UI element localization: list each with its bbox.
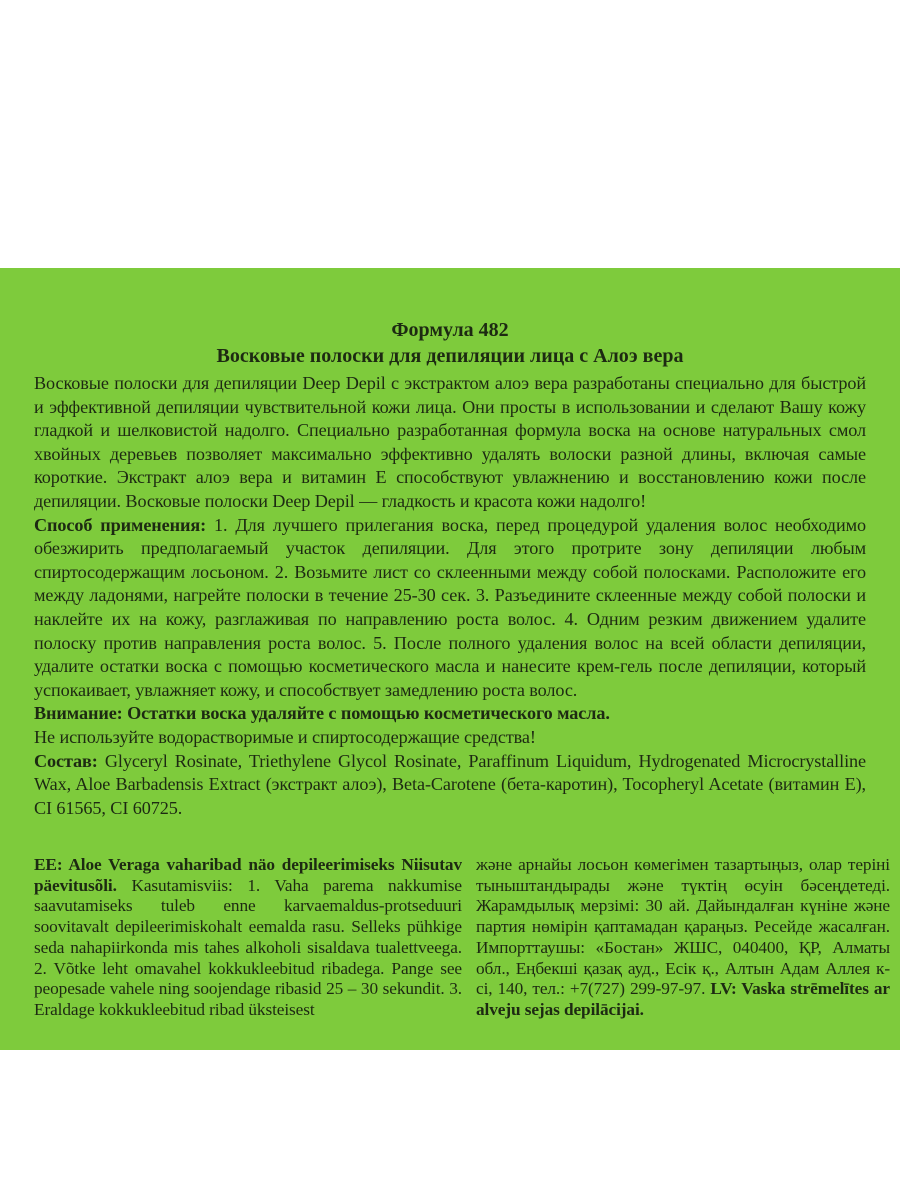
warning-text: Не используйте водорастворимые и спиртосодержащие средства! (34, 726, 536, 747)
warning-bold-text: Внимание: Остатки воска удаляйте с помощью косметического масла. (34, 703, 610, 724)
usage-paragraph (34, 514, 866, 703)
composition-paragraph (34, 750, 866, 821)
formula-title: Формула 482 (391, 319, 509, 341)
composition-text: Glyceryl Rosinate, Triethylene Glycol Rosinate, Paraffinum Liquidum, Hydrogenated Microcrystalline Wax, Aloe Barbadensis Extract (экстракт алоэ), Beta-Carotene (бета-каротин), Tocopheryl Acetate (витамин Е), CI 61565, CI 60725. (34, 750, 866, 818)
main-text-block (34, 372, 866, 820)
estonian-column (34, 855, 462, 1050)
warning-bold (34, 702, 866, 726)
usage-text: 1. Для лучшего прилегания воска, перед процедурой удаления волос необходимо обезжирить предполагаемый участок депиляции. Для этого протрите зону депиляции любым спиртосодержащим лосьоном. 2. Возьмите лист со склеенными между собой полосками. Расположите его между ладонями, нагрейте полоски в течение 25-30 сек. 3. Разъедините склеенные между собой полоски и наклейте их на кожу, разглаживая по направлению роста волос. 4. Одним резким движением удалите полоску против направления роста волос. 5. После полного удаления волос на всей области депиляции, удалите остатки воска с помощью косметического масла и нанесите крем-гель после депиляции, который успокаивает, увлажняет кожу, и способствует замедлению роста волос. (34, 514, 866, 700)
kazakh-paragraph (476, 855, 890, 1021)
estonian-heading: EE: Aloe Veraga vaharibad näo depileerimiseks Niisutav päevitusõli. (34, 855, 462, 895)
composition-label: Состав: (34, 750, 98, 771)
usage-label: Способ применения: (34, 514, 207, 535)
product-title: Восковые полоски для депиляции лица с Алоэ вера (216, 345, 684, 367)
kazakh-text: және арнайы лосьон көмегімен тазартыңыз, олар теріні тыныштандырады және түктің өсуін бәсеңдетеді. Жарамдылық мерзімі: 30 ай. Дайындалған күніне және партия нөмірін қаптамадан қараңыз. Ресейде жасалған. Импорттаушы: «Бостан» ЖШС, 040400, ҚР, Алматы обл., Еңбекші қазақ ауд., Есік қ., Алтын Адам Аллея к-сі, 140, тел.: +7(727) 299-97-97. (476, 855, 890, 999)
latvian-heading: LV: Vaska strēmelītes ar alveju sejas depilācijai. (476, 979, 890, 1019)
kazakh-column (476, 855, 890, 1050)
estonian-paragraph (34, 855, 462, 1021)
description-paragraph: Восковые полоски для депиляции Deep Depil с экстрактом алоэ вера разработаны специально для быстрой и эффективной депиляции чувствительной кожи лица. Они просты в использовании и сделают Вашу кожу гладкой и шелковистой надолго. Специально разработанная формула воска на основе натуральных смол хвойных деревьев позволяет максимально эффективно удалять волоски разной длины, включая самые короткие. Экстракт алоэ вера и витамин Е способствуют увлажнению и восстановлению кожи после депиляции. Восковые полоски Deep Depil — гладкость и красота кожи надолго! (34, 373, 866, 511)
estonian-text: Kasutamisviis: 1. Vaha parema nakkumise saavutamiseks tuleb enne karvaemaldus-protseduuri soovitavalt depileerimiskohalt eemalda rasu. Selleks pühkige seda nahapiirkonda mis tahes alkoholi sisaldava tualettveega. 2. Võtke leht omavahel kokkukleebitud ribadega. Pange see peopesade vahele ning soojendage ribasid 25 – 30 sekundit. 3. Eraldage kokkukleebitud ribad üksteisest (34, 875, 462, 1019)
